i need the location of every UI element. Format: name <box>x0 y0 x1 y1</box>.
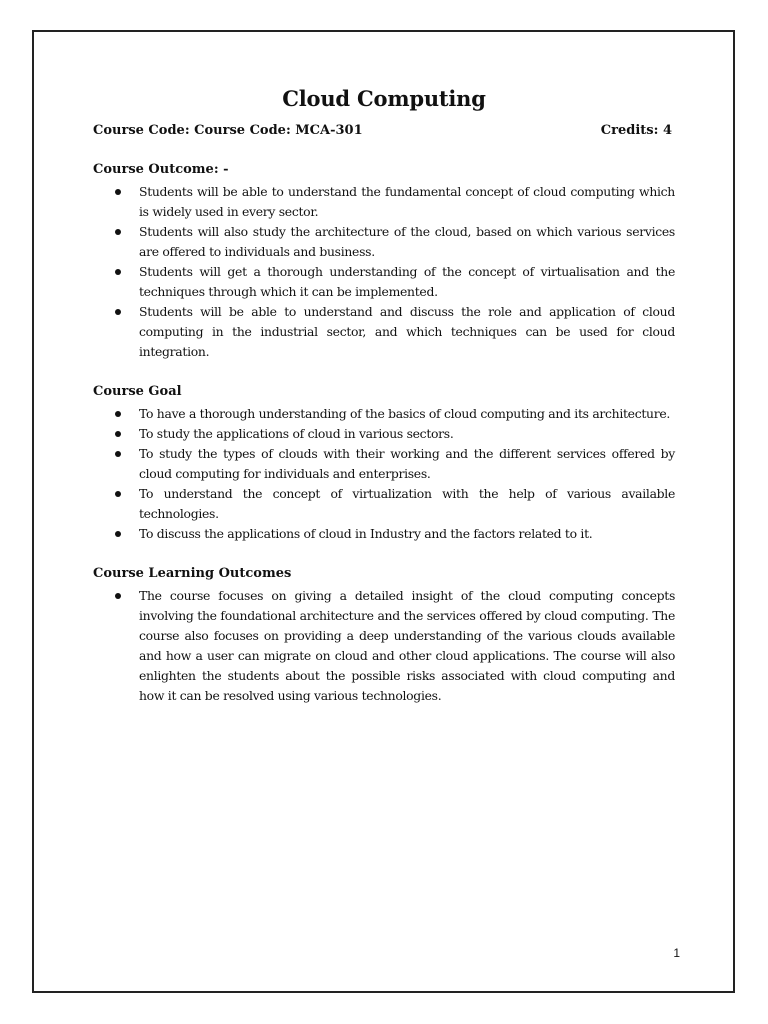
list-item <box>93 302 675 362</box>
list-item <box>93 444 675 484</box>
list-item <box>93 524 675 544</box>
bullet-list <box>93 586 675 706</box>
list-item <box>93 182 675 222</box>
list-item-text: Students will get a thorough understanding of the concept of virtualisation and the techniques through which it can be implemented. <box>139 264 675 299</box>
bullet-icon <box>115 309 121 315</box>
bullet-icon <box>115 269 121 275</box>
course-code: Course Code: Course Code: MCA-301 <box>93 123 363 138</box>
bullet-icon <box>115 491 121 497</box>
page-number: 1 <box>673 946 680 960</box>
bullet-list <box>93 182 675 362</box>
list-item <box>93 222 675 262</box>
bullet-icon <box>115 531 121 537</box>
section-course-outcome <box>93 161 675 362</box>
section-heading: Course Outcome: - <box>93 162 229 177</box>
list-item <box>93 262 675 302</box>
list-item-text: To have a thorough understanding of the basics of cloud computing and its architecture. <box>139 406 671 421</box>
section-heading: Course Learning Outcomes <box>93 566 292 581</box>
list-item-text: Students will be able to understand and discuss the role and application of cloud computing in the industrial sector, and which techniques can be used for cloud integration. <box>139 304 675 359</box>
list-item-text: Students will also study the architecture of the cloud, based on which various services are offered to individuals and business. <box>139 224 675 259</box>
list-item <box>93 484 675 524</box>
list-item-text: To study the types of clouds with their working and the different services offered by cloud computing for individuals and enterprises. <box>139 446 675 481</box>
credits: Credits: 4 <box>600 123 672 138</box>
section-heading: Course Goal <box>93 384 182 399</box>
bullet-icon <box>115 593 121 599</box>
section-course-goal <box>93 383 675 544</box>
list-item-text: To discuss the applications of cloud in Industry and the factors related to it. <box>139 526 593 541</box>
list-item-text: To study the applications of cloud in various sectors. <box>139 426 454 441</box>
bullet-icon <box>115 411 121 417</box>
list-item <box>93 424 675 444</box>
bullet-icon <box>115 431 121 437</box>
section-course-learning-outcomes <box>93 565 675 706</box>
list-item <box>93 586 675 706</box>
list-item-text: To understand the concept of virtualization with the help of various available technologies. <box>139 486 675 521</box>
bullet-icon <box>115 229 121 235</box>
document-title: Cloud Computing <box>282 86 486 111</box>
bullet-icon <box>115 451 121 457</box>
course-info-row <box>93 122 675 140</box>
list-item <box>93 404 675 424</box>
list-item-text: Students will be able to understand the fundamental concept of cloud computing which is widely used in every sector. <box>139 184 675 219</box>
bullet-icon <box>115 189 121 195</box>
list-item-text: The course focuses on giving a detailed insight of the cloud computing concepts involving the foundational architecture and the services offered by cloud computing. The course also focuses on providing a deep understanding of the various clouds available and how a user can migrate on cloud and other cloud applications. The course will also enlighten the students about the possible risks associated with cloud computing and how it can be resolved using various technologies. <box>139 588 675 703</box>
document-content <box>93 84 675 727</box>
bullet-list <box>93 404 675 544</box>
